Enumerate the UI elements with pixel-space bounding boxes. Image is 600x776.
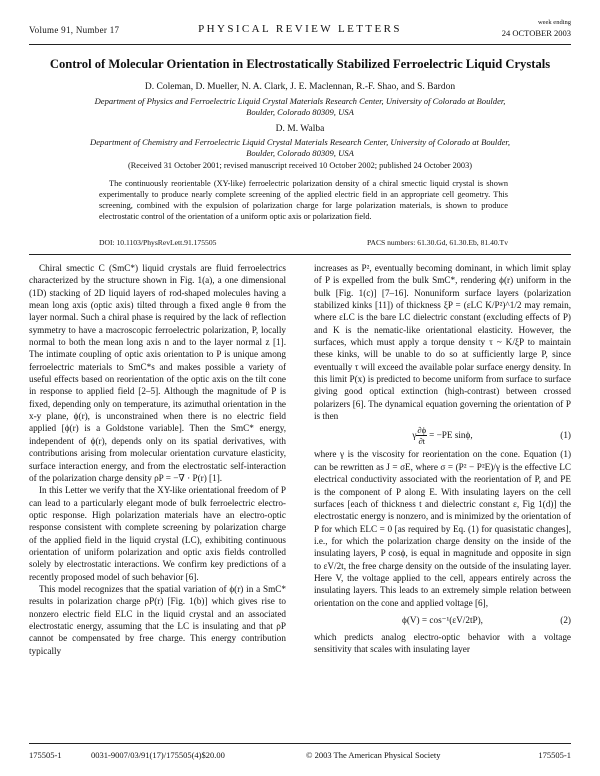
doi-link[interactable]: DOI: 10.1103/PhysRevLett.91.175505 — [99, 238, 217, 247]
eq1-derivative — [416, 425, 427, 446]
affiliation-2: Department of Chemistry and Ferroelectric Liquid Crystal Materials Research Center, University of Colorado at Boulder, Boulder, Colorado 80309, USA — [90, 137, 510, 158]
equation-1 — [314, 422, 571, 448]
eq2-number: (2) — [560, 614, 571, 625]
paragraph-conductivity: where γ is the viscosity for reorientation on the cone. Equation (1) can be rewritten as J = σE, where σ = (P² − P²E)/γ is the effective LC electrical conductivity associated with the reorientation of P, and PE is the component of P along E. With insulating layers on the cell surfaces [each of thickness t and dielectric constant ε, Fig 1(d)] the electrostatic energy is nonzero, and is minimized by the orientation of P for which ELC = 0 [as required by Eq. (1) for quasistatic changes], i.e., for which the polarization charge density on the inside of the insulating layers, P cosϕ, is equal in magnitude and opposite in sign to εV/2t, the free charge density on the outside of the insulating layer. Here V, the voltage applied to the cell, appears entirely across the insulating layers. This leads to an extremely simple relation between orientation on the cone and applied voltage [6], — [314, 449, 571, 608]
pacs-numbers: PACS numbers: 61.30.Gd, 61.30.Eb, 81.40.Tv — [366, 238, 508, 247]
header-rule — [29, 44, 571, 45]
left-column — [29, 262, 286, 657]
eq1-rhs: = −PE sinϕ, — [429, 430, 473, 441]
footer-issn: 0031-9007/03/91(17)/175505(4)$20.00 — [91, 750, 225, 760]
volume-number: Volume 91, Number 17 — [29, 25, 120, 35]
eq1-number: (1) — [560, 430, 571, 441]
footer-copyright: © 2003 The American Physical Society — [306, 750, 441, 760]
received-dates: (Received 31 October 2001; revised manuscript received 10 October 2002; published 24 October 2003) — [128, 161, 472, 170]
article-title: Control of Molecular Orientation in Electrostatically Stabilized Ferroelectric Liquid Crystals — [49, 57, 551, 71]
footer-rule — [29, 743, 571, 744]
eq2-body: ϕ(V) = cos⁻¹(εV/2tP), — [402, 614, 483, 625]
issue-date-value: 24 OCTOBER 2003 — [501, 28, 571, 38]
paragraph-surface-layers: increases as P², eventually becoming dominant, in which limit splay of P is expelled from the bulk SmC*, rendering ϕ(r) uniform in the bulk [Fig. 1(c)] [7–16]. Nonuniform surface layers (polarization stabilized kinks [11]) of thickness ξP = (εLC K/P²)^1/2 may remain, where εLC is the bare LC dielectric constant (excluding effects of P) and K is the nematic-like orientational elasticity. However, the surfaces, which must apply a torque density τ ~ K/ξP to maintain these kinks, will be unable to do so at sufficiently large P, since eventually τ will exceed the available polar surface energy density. In this limit P(x) is predicted to become uniform from surface to surface giving good optical extinction (high-contrast) between crossed polarizers [6]. The dynamical equation governing the orientation of P is then — [314, 263, 571, 422]
paragraph-model: This model recognizes that the spatial variation of ϕ(r) in a SmC* results in polarization charge ρP(r) [Fig. 1(b)] which gives rise to nonzero electric field ELC in the liquid crystal and an associated electrostatic energy, assuming that the LC is insulating and that ρP cannot be compensated by free charge. This energy contribution typically — [29, 583, 286, 656]
eq1-frac-bottom: ∂t — [418, 435, 426, 446]
right-column — [314, 262, 571, 656]
eq1-gamma: γ — [412, 430, 417, 441]
week-ending-label: week ending — [537, 19, 571, 26]
footer-page-right: 175505-1 — [538, 750, 571, 760]
author-list-2: D. M. Walba — [275, 124, 325, 134]
paragraph-letter-aim: In this Letter we verify that the XY-like orientational freedom of P can lead to a particularly elegant mode of bulk ferroelectric electro-optic response. High polarization materials have an electro-optic response consistent with complete screening by polarization charge of the applied field in the liquid crystal (LC), exhibiting continuous orientation of uniform polarization and optic axis fields controlled solely by electrostatic interactions. We confirm key predictions of a recently proposed model of such behavior [6]. — [29, 485, 286, 582]
footer-page-left: 175505-1 — [29, 750, 62, 760]
author-list-1: D. Coleman, D. Mueller, N. A. Clark, J. E. Maclennan, R.-F. Shao, and S. Bardon — [144, 82, 456, 92]
abstract-rule — [29, 254, 571, 255]
paragraph-intro: Chiral smectic C (SmC*) liquid crystals are fluid ferroelectrics characterized by the structure shown in Fig. 1(a), a one dimensional (1D) stacking of 2D liquid layers of rod-shaped molecules having a mean long axis (optic axis) tilted through a fixed angle θ from the layer normal. Such a chiral phase is required by the lack of reflection symmetry to have a macroscopic ferroelectric polarization, P, locally normal to both the mean long axis n and to the layer normal z [1]. The intimate coupling of optic axis orientation to P is unique among ferroelectric materials to SmC*s and makes possible a variety of useful effects based on reorientation of the optic axis on the tilt cone in response to applied field [2–5]. Although the magnitude of P is fixed, depending only on temperature, its azimuthal orientation in the x-y plane, ϕ(r), is unconstrained when there is no electric field applied [ϕ(r) is a Goldstone variable]. Then the SmC* energy, independent of ϕ(r), depends only on its spatial derivatives, with contributions arising from molecular orientation curvature elasticity, surface interaction energy, and from the electrostatic self-interaction of the polarization charge density ρP = −∇ · P(r) [1]. — [29, 263, 286, 483]
paragraph-prediction: which predicts analog electro-optic behavior with a voltage sensitivity that scales with insulating layer — [314, 631, 571, 655]
eq1-frac-top: ∂ϕ — [417, 424, 427, 435]
page-header — [29, 10, 571, 42]
issue-date — [502, 18, 571, 38]
affiliation-1: Department of Physics and Ferroelectric Liquid Crystal Materials Research Center, University of Colorado at Boulder, Boulder, Colorado 80309, USA — [94, 96, 506, 117]
abstract: The continuously reorientable (XY-like) ferroelectric polarization density of a chiral smectic liquid crystal is shown experimentally to produce nearly complete screening of the applied electric field in an appropriate cell geometry. This screening, combined with the expulsion of polarization charge for large polarization materials, is shown to produce electrostatic control of the orientation of a uniform optic axis or polarization field. — [99, 179, 508, 222]
journal-name: PHYSICAL REVIEW LETTERS — [198, 23, 402, 35]
equation-2 — [314, 609, 571, 631]
